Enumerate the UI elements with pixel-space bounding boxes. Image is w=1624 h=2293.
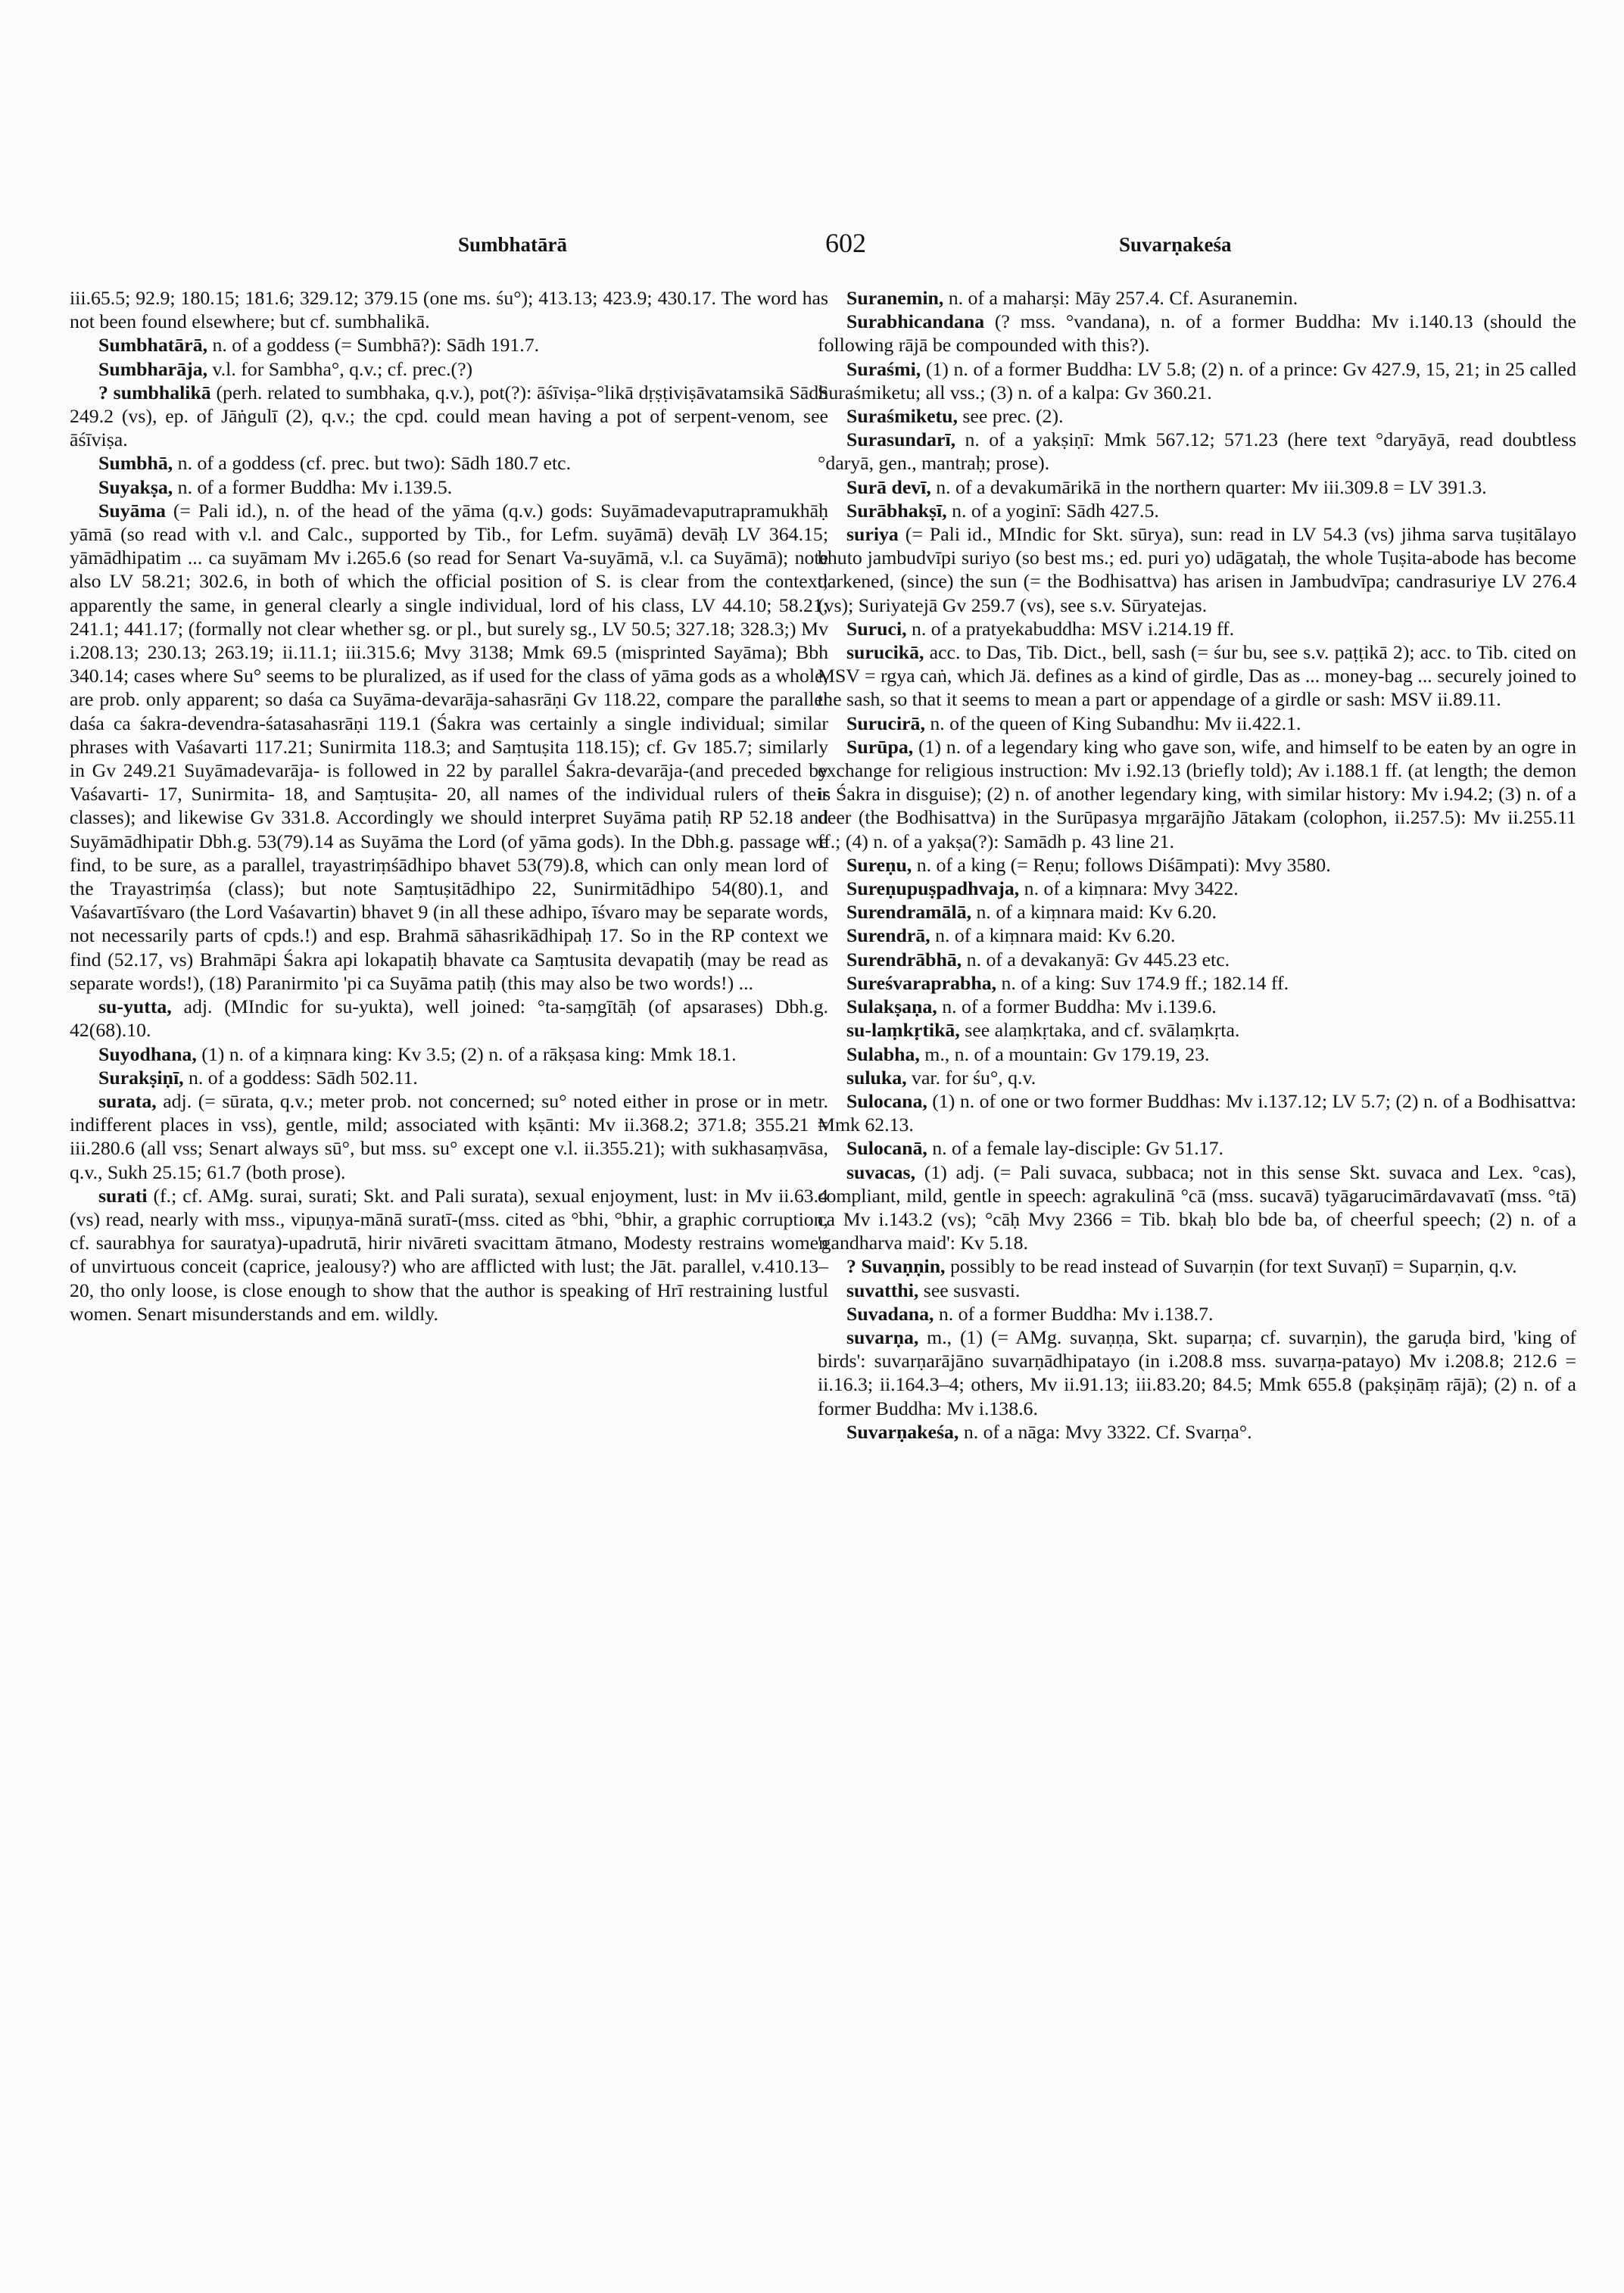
entry-headword: Suruci, [846, 617, 907, 640]
entry-headword: Surabhicandana [846, 310, 985, 333]
entry-text: n. of a former Buddha: Mv i.138.7. [934, 1302, 1214, 1325]
dictionary-entry [818, 286, 1576, 310]
dictionary-entry [70, 1184, 828, 1326]
entry-text: see alaṃkṛtaka, and cf. svālaṃkṛta. [959, 1019, 1240, 1042]
entry-text: (perh. related to sumbhaka, q.v.), pot(?): āśīviṣa-°likā dṛṣṭiviṣāvatamsikā Sādh 249.2 (vs), ep. of Jāṅgulī (2), q.v.; the cpd. could mean having a pot of serpent-venom, see āśīviṣa. [70, 381, 828, 451]
dictionary-entry [818, 1161, 1576, 1255]
entry-headword: suriya [846, 523, 899, 546]
entry-headword: suvarṇa, [846, 1326, 919, 1348]
dictionary-entry [818, 853, 1576, 877]
entry-headword: Suyakṣa, [98, 475, 173, 498]
entry-headword: Surendramālā, [846, 901, 972, 924]
entry-text: n. of a yakṣiṇī: Mmk 567.12; 571.23 (here text °daryāyā, read doubtless °daryā, gen., mantraḥ; prose). [818, 428, 1576, 475]
entry-text: n. of a female lay-disciple: Gv 51.17. [927, 1137, 1223, 1160]
entry-headword: Sumbhatārā, [98, 334, 208, 357]
dictionary-entry [70, 1066, 828, 1089]
entry-text: n. of a devakanyā: Gv 445.23 etc. [962, 948, 1230, 970]
entry-text: (= Pali id.), n. of the head of the yāma (q.v.) gods: Suyāmadevaputrapramukhāḥ yāmā (so read with v.l. and Calc., supported by Tib., for Lefm. suyāmā) devāḥ LV 364.15; yāmādhipatim ... ca suyāmam Mv i.265.6 (so read for Senart Va-suyāmā, v.l. ca Suyāmā); note also LV 58.21; 302.6, in both of which the official position of S. is clear from the context; apparently the same, in general clearly a single individual, lord of his class, LV 44.10; 58.21; 241.1; 441.17; (formally not clear whether sg. or pl., but surely sg., LV 50.5; 327.18; 328.3;) Mv i.208.13; 230.13; 263.19; ii.11.1; iii.315.6; Mvy 3138; Mmk 69.5 (misprinted Sayāma); Bbh 340.14; cases where Su° seems to be pluralized, as if used for the class of yāma gods as a whole, are prob. only apparent; so daśa ca Suyāma-devarāja-sahasrāṇi Gv 118.22, compare the parallel daśa ca śakra-devendra-śatasahasrāṇi 119.1 (Śakra was certainly a single individual; similar phrases with Vaśavarti 117.21; Sunirmita 118.3; and Saṃtuṣita 118.15); cf. Gv 185.7; similarly in Gv 249.21 Suyāmadevarāja- is followed in 22 by parallel Śakra-devarāja-(and preceded by Vaśavarti- 17, Sunirmita- 18, and Saṃtuṣita- 20, all names of the individual rulers of their classes); and likewise Gv 331.8. Accordingly we should interpret Suyāma patiḥ RP 52.18 and Suyāmādhipatir Dbh.g. 53(79).14 as Suyāma the Lord (of yāma gods). In the Dbh.g. passage we find, to be sure, as a parallel, trayastriṃśādhipo bhavet 53(79).8, which can only mean lord of the Trayastriṃśa (class); but note Saṃtuṣitādhipo 22, Sunirmitādhipo 54(80).1, and Vaśavartīśvaro (the Lord Vaśavartin) bhavet 9 (in all these adhipo, īśvaro may be separate words, not necessarily parts of cpds.!) and esp. Brahmā sāhasrikādhipaḥ 17. So in the RP context we find (52.17, vs) Brahmāpi Śakra api lokapatiḥ bhavate ca Saṃtusita devapatiḥ (may be read as separate words!), (18) Paranirmito 'pi ca Suyāma patiḥ (this may also be two words!) ... [70, 499, 828, 994]
entry-text: n. of a kiṃnara: Mvy 3422. [1019, 877, 1239, 900]
entry-text: m., (1) (= AMg. suvaṇṇa, Skt. suparṇa; cf. suvarṇin), the garuḍa bird, 'king of birds': suvarṇarājāno suvarṇādhipatayo (in i.208.8 mss. suvarṇa-patayo) Mv i.208.8; 212.6 = ii.16.3; ii.164.3–4; others, Mv ii.91.13; iii.83.20; 84.5; Mmk 655.8 (pakṣiṇāṃ rājā); (2) n. of a former Buddha: Mv i.138.6. [818, 1326, 1576, 1419]
header-right-guide-word: Suvarṇakeśa [1119, 233, 1232, 256]
dictionary-entry [818, 1018, 1576, 1042]
entry-headword: Sureśvaraprabha, [846, 971, 997, 994]
entry-headword: surata, [98, 1089, 157, 1112]
entry-headword: suvatthi, [846, 1279, 919, 1301]
dictionary-entry [818, 428, 1576, 475]
dictionary-entry [818, 1302, 1576, 1326]
dictionary-entry [818, 357, 1576, 404]
entry-text: n. of a king: Suv 174.9 ff.; 182.14 ff. [996, 971, 1289, 994]
entry-headword: Suraśmiketu, [846, 405, 958, 428]
entry-text: n. of a goddess (= Sumbhā?): Sādh 191.7. [207, 334, 540, 357]
dictionary-entry [818, 735, 1576, 853]
dictionary-entry [818, 900, 1576, 924]
entry-text: n. of a goddess (cf. prec. but two): Sādh 180.7 etc. [173, 452, 572, 475]
entry-text: (? mss. °vandana), n. of a former Buddha: Mv i.140.13 (should the following rājā be compounded with this?). [818, 310, 1576, 357]
entry-headword: Surūpa, [846, 735, 914, 758]
entry-headword: Suyāma [98, 499, 166, 522]
entry-headword: ? Suvaṇṇin, [846, 1255, 946, 1278]
entry-text: (1) n. of one or two former Buddhas: Mv i.137.12; LV 5.7; (2) n. of a Bodhisattva: Mmk 62.13. [818, 1089, 1576, 1136]
entry-headword: Surābhakṣī, [846, 499, 947, 522]
entry-headword: Sulocana, [846, 1089, 927, 1112]
entry-text: n. of a goddess: Sādh 502.11. [183, 1066, 418, 1089]
dictionary-entry [70, 1042, 828, 1066]
entry-text: n. of a kiṃnara maid: Kv 6.20. [971, 901, 1217, 924]
dictionary-entry [818, 995, 1576, 1018]
running-header [0, 227, 1624, 273]
left-column [70, 286, 828, 1326]
dictionary-entry [818, 617, 1576, 640]
entry-text: (1) n. of a former Buddha: LV 5.8; (2) n. of a prince: Gv 427.9, 15, 21; in 25 called Suraśmiketu; all vss.; (3) n. of a kalpa: Gv 360.21. [818, 357, 1576, 403]
entry-text: n. of a pratyekabuddha: MSV i.214.19 ff. [906, 617, 1235, 640]
entry-text: m., n. of a mountain: Gv 179.19, 23. [919, 1042, 1210, 1065]
dictionary-entry [818, 1089, 1576, 1136]
dictionary-entry [70, 475, 828, 499]
entry-headword: Sumbhā, [98, 452, 173, 475]
entry-headword: Surendrābhā, [846, 948, 962, 970]
dictionary-entry [818, 924, 1576, 947]
header-left-guide-word: Sumbhatārā [458, 233, 568, 256]
entry-headword: Surakṣiṇī, [98, 1066, 184, 1089]
entry-headword: Surā devī, [846, 475, 931, 498]
entry-headword: Sureṇu, [846, 853, 912, 876]
entry-text: (1) n. of a legendary king who gave son, wife, and himself to be eaten by an ogre in exchange for religious instruction: Mv i.92.13 (briefly told); Av i.188.1 ff. (at length; the demon is Śakra in disguise); (2) n. of another legendary king, with similar history: Mv i.94.2; (3) n. of a deer (the Bodhisattva) in the Surūpasya mṛgarājño Jātakam (colophon, ii.257.5): Mv ii.255.11 ff.; (4) n. of a yakṣa(?): Samādh p. 43 line 21. [818, 735, 1576, 852]
dictionary-entry [818, 1066, 1576, 1089]
dictionary-entry [818, 1279, 1576, 1302]
dictionary-entry [70, 451, 828, 475]
entry-text: n. of a king (= Reṇu; follows Diśāmpati): Mvy 3580. [912, 853, 1331, 876]
entry-text: v.l. for Sambha°, q.v.; cf. prec.(?) [207, 357, 473, 380]
dictionary-entry [70, 499, 828, 995]
entry-headword: Suranemin, [846, 287, 944, 309]
dictionary-entry [70, 357, 828, 381]
entry-text: see prec. (2). [957, 405, 1064, 428]
entry-text: adj. (= sūrata, q.v.; meter prob. not concerned; su° noted either in prose or in metr. indifferent places in vss), gentle, mild; associated with kṣānti: Mv ii.368.2; 371.8; 355.21 = iii.280.6 (all vss; Senart always sū°, but mss. su° except one v.l. ii.355.21); with sukhasaṃvāsa, q.v., Sukh 25.15; 61.7 (both prose). [70, 1089, 828, 1183]
dictionary-entry [70, 286, 828, 333]
entry-text: acc. to Das, Tib. Dict., bell, sash (= śur bu, see s.v. paṭṭikā 2); acc. to Tib. cited on MSV = rgya caṅ, which Jä. defines as a kind of girdle, Das as ... money-bag ... securely joined to the sash, so that it seems to mean a part or appendage of a girdle or sash: MSV ii.89.11. [818, 641, 1576, 711]
right-column [818, 286, 1576, 1444]
dictionary-entry [818, 1254, 1576, 1278]
dictionary-entry [818, 310, 1576, 357]
entry-headword: su-yutta, [98, 995, 172, 1018]
entry-text: (f.; cf. AMg. surai, surati; Skt. and Pali surata), sexual enjoyment, lust: in Mv ii.63.4 (vs) read, nearly with mss., vipuṇya-mānā suratī-(mss. cited as °bhi, °bhir, a graphic corruption, cf. saurabhya for sauratya)-upadrutā, hirir nivāreti svacittam ātmano, Modesty restrains women of unvirtuous conceit (caprice, jealousy?) who are afflicted with lust; the Jāt. parallel, v.410.13–20, tho only loose, is close enough to show that the author is speaking of Hrī restraining lustful women. Senart misunderstands and em. wildly. [70, 1184, 828, 1325]
dictionary-entry [70, 333, 828, 357]
entry-text: (1) n. of a kiṃnara king: Kv 3.5; (2) n. of a rākṣasa king: Mmk 18.1. [196, 1042, 737, 1065]
dictionary-entry [818, 877, 1576, 900]
entry-headword: Suyodhana, [98, 1042, 197, 1065]
entry-headword: Sulakṣaṇa, [846, 995, 937, 1018]
entry-text: (= Pali id., MIndic for Skt. sūrya), sun: read in LV 54.3 (vs) jihma sarva tuṣitālayo bhuto jambudvīpi suriyo (so best ms.; ed. puri yo) udāgataḥ, the whole Tuṣita-abode has become darkened, (since) the sun (= the Bodhisattva) has arisen in Jambudvīpa; candrasuriye LV 276.4 (vs); Suriyatejā Gv 259.7 (vs), see s.v. Sūryatejas. [818, 523, 1576, 616]
entry-text: n. of a nāga: Mvy 3322. Cf. Svarṇa°. [959, 1420, 1252, 1443]
entry-headword: Sureṇupuṣpadhvaja, [846, 877, 1020, 900]
dictionary-entry [818, 712, 1576, 735]
entry-text: n. of a maharṣi: Māy 257.4. Cf. Asuranemin. [943, 287, 1298, 309]
entry-headword: Surucirā, [846, 712, 925, 734]
dictionary-entry [818, 475, 1576, 499]
entry-headword: surati [98, 1184, 148, 1207]
entry-headword: Surasundarī, [846, 428, 956, 451]
entry-text: adj. (MIndic for su-yukta), well joined: °ta-saṃgītāḥ (of apsarases) Dbh.g. 42(68).10. [70, 995, 828, 1042]
dictionary-entry [818, 640, 1576, 712]
dictionary-entry [70, 381, 828, 452]
entry-headword: su-laṃkṛtikā, [846, 1019, 960, 1042]
entry-headword: Surendrā, [846, 924, 930, 947]
entry-text: n. of a former Buddha: Mv i.139.6. [937, 995, 1217, 1018]
entry-text: iii.65.5; 92.9; 180.15; 181.6; 329.12; 379.15 (one ms. śu°); 413.13; 423.9; 430.17. The word has not been found elsewhere; but cf. sumbhalikā. [70, 287, 828, 333]
dictionary-entry [818, 404, 1576, 428]
entry-text: (1) adj. (= Pali suvaca, subbaca; not in this sense Skt. suvaca and Lex. °cas), compliant, mild, gentle in speech: agrakulinā °cā (mss. sucavā) tyāgarucimārdavavatī (mss. °tā) ca Mv i.143.2 (vs); °cāḥ Mvy 2366 = Tib. bkaḥ blo bde ba, of cheerful speech; (2) n. of a 'gandharva maid': Kv 5.18. [818, 1161, 1576, 1254]
dictionary-entry [70, 1089, 828, 1184]
dictionary-entry [818, 1136, 1576, 1160]
entry-headword: Suraśmi, [846, 357, 921, 380]
dictionary-entry [818, 522, 1576, 617]
entry-headword: Suvadana, [846, 1302, 934, 1325]
entry-headword: Sumbharāja, [98, 357, 208, 380]
entry-text: see susvasti. [918, 1279, 1021, 1301]
entry-headword: suluka, [846, 1066, 907, 1089]
dictionary-entry [818, 1042, 1576, 1066]
entry-text: n. of a former Buddha: Mv i.139.5. [173, 475, 453, 498]
entry-headword: suvacas, [846, 1161, 916, 1183]
dictionary-entry [818, 499, 1576, 522]
entry-text: n. of a devakumārikā in the northern quarter: Mv iii.309.8 = LV 391.3. [930, 475, 1487, 498]
page-number: 602 [825, 228, 866, 258]
entry-headword: Sulocanā, [846, 1137, 927, 1160]
entry-text: n. of the queen of King Subandhu: Mv ii.422.1. [924, 712, 1301, 734]
dictionary-entry [818, 1326, 1576, 1420]
dictionary-entry [818, 971, 1576, 995]
entry-headword: ? sumbhalikā [98, 381, 211, 403]
entry-text: possibly to be read instead of Suvarṇin (for text Suvaṇī) = Suparṇin, q.v. [945, 1255, 1517, 1278]
entry-headword: Sulabha, [846, 1042, 920, 1065]
entry-headword: surucikā, [846, 641, 924, 664]
entry-text: n. of a kiṃnara maid: Kv 6.20. [930, 924, 1176, 947]
dictionary-entry [818, 1420, 1576, 1444]
entry-text: var. for śu°, q.v. [906, 1066, 1036, 1089]
entry-headword: Suvarṇakeśa, [846, 1420, 959, 1443]
dictionary-entry [818, 948, 1576, 971]
entry-text: n. of a yoginī: Sādh 427.5. [946, 499, 1159, 522]
dictionary-entry [70, 995, 828, 1042]
